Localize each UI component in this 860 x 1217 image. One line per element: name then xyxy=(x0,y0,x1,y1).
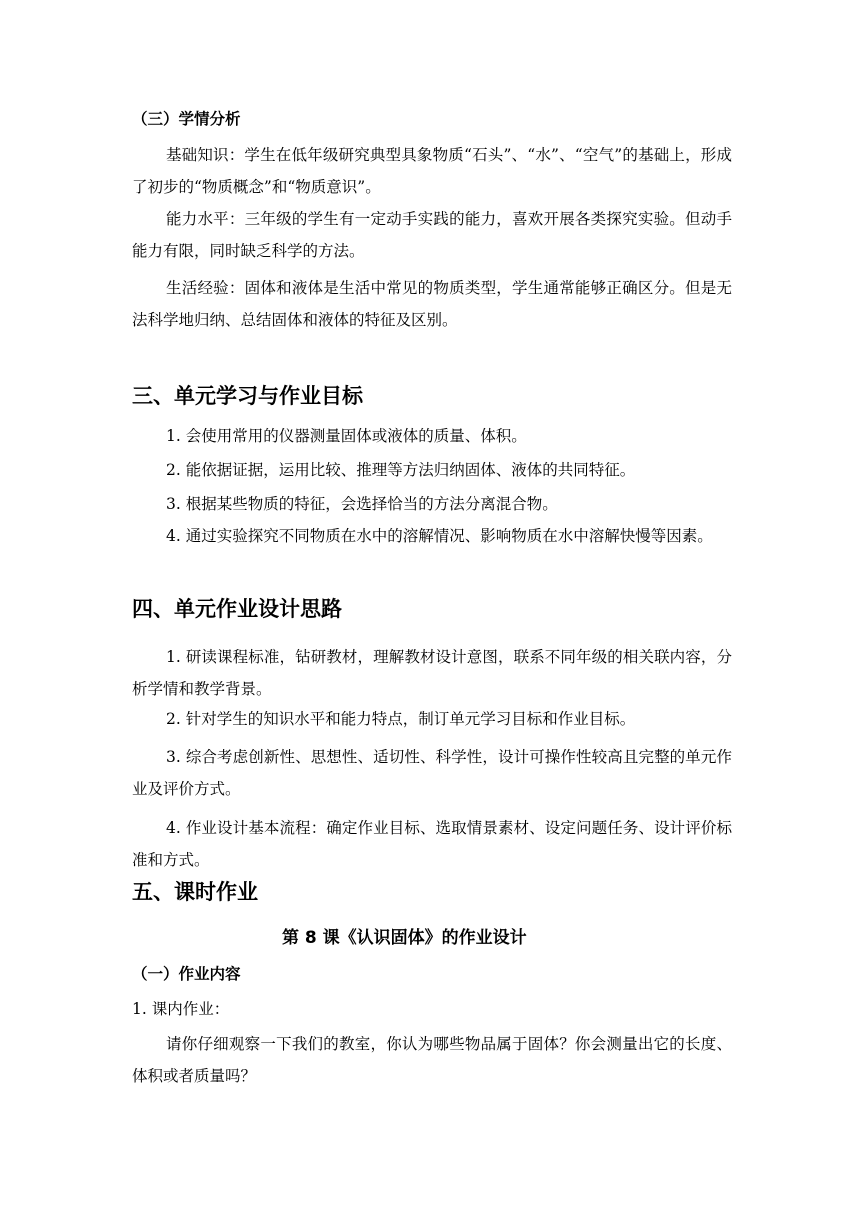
goal-item-1: 1. 会使用常用的仪器测量固体或液体的质量、体积。 xyxy=(166,427,527,445)
design-item-1: 1. 研读课程标准，钻研教材，理解教材设计意图，联系不同年级的相关联内容，分析学情和教学背景。 xyxy=(132,648,732,698)
section-heading-xueqing: （三）学情分析 xyxy=(132,110,241,128)
design-item-4: 4. 作业设计基本流程：确定作业目标、选取情景素材、设定问题任务、设计评价标准和方式。 xyxy=(132,819,732,869)
paragraph-basic-knowledge: 基础知识：学生在低年级研究典型具象物质“石头”、“水”、“空气”的基础上，形成了初步的“物质概念”和“物质意识”。 xyxy=(132,146,732,196)
inclass-label: 1. 课内作业： xyxy=(132,1000,230,1018)
design-item-3: 3. 综合考虑创新性、思想性、适切性、科学性，设计可操作性较高且完整的单元作业及评价方式。 xyxy=(132,748,732,798)
lesson-title: 第 8 课《认识固体》的作业设计 xyxy=(282,928,527,948)
inclass-paragraph: 请你仔细观察一下我们的教室，你认为哪些物品属于固体？你会测量出它的长度、体积或者质量吗？ xyxy=(132,1035,732,1085)
design-item-2: 2. 针对学生的知识水平和能力特点，制订单元学习目标和作业目标。 xyxy=(166,710,636,728)
goal-item-4: 4. 通过实验探究不同物质在水中的溶解情况、影响物质在水中溶解快慢等因素。 xyxy=(166,527,713,545)
goal-item-3: 3. 根据某些物质的特征，会选择恰当的方法分离混合物。 xyxy=(166,495,558,513)
section-heading-goals: 三、单元学习与作业目标 xyxy=(132,384,363,408)
subsection-heading-content: （一）作业内容 xyxy=(132,965,241,983)
paragraph-ability-level: 能力水平：三年级的学生有一定动手实践的能力，喜欢开展各类探究实验。但动手能力有限，同时缺乏科学的方法。 xyxy=(132,210,732,260)
section-heading-design: 四、单元作业设计思路 xyxy=(132,597,342,621)
goal-item-2: 2. 能依据证据，运用比较、推理等方法归纳固体、液体的共同特征。 xyxy=(166,461,636,479)
section-heading-lesson: 五、课时作业 xyxy=(132,880,258,904)
paragraph-life-experience: 生活经验：固体和液体是生活中常见的物质类型，学生通常能够正确区分。但是无法科学地归纳、总结固体和液体的特征及区别。 xyxy=(132,279,732,329)
